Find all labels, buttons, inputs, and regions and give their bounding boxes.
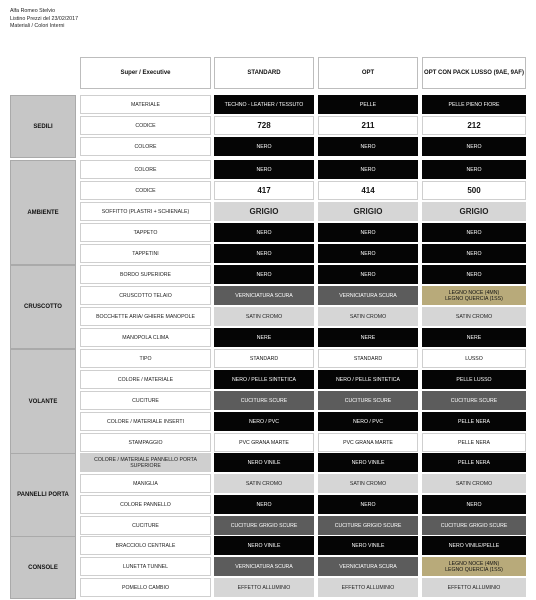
value-opt: NERE <box>318 328 418 347</box>
attribute-label: CODICE <box>80 181 211 200</box>
value-opt-pack-lusso: CUCITURE SCURE <box>422 391 526 410</box>
attribute-label: CUCITURE <box>80 391 211 410</box>
value-opt-pack-lusso: CUCITURE GRIGIO SCURE <box>422 516 526 535</box>
value-opt: NERO <box>318 223 418 242</box>
table-row <box>76 370 526 389</box>
value-standard: VERNICIATURA SCURA <box>214 286 314 305</box>
column-header-opt-pack-lusso: OPT CON PACK LUSSO (9AE, 9AF) <box>422 57 526 89</box>
table-row <box>76 536 526 555</box>
attribute-label: CODICE <box>80 116 211 135</box>
value-opt: STANDARD <box>318 349 418 368</box>
table-row <box>76 244 526 263</box>
value-opt: PVC GRANA MARTE <box>318 433 418 452</box>
value-opt: NERO VINILE <box>318 536 418 555</box>
value-standard: NERO <box>214 223 314 242</box>
attribute-label: COLORE / MATERIALE INSERTI <box>80 412 211 431</box>
value-standard: NERO / PELLE SINTETICA <box>214 370 314 389</box>
table-row <box>76 137 526 156</box>
value-opt-pack-lusso: NERO <box>422 223 526 242</box>
brand-line: Alfa Romeo Stelvio <box>10 8 56 14</box>
value-opt-pack-lusso: NERO <box>422 160 526 179</box>
value-standard: STANDARD <box>214 349 314 368</box>
value-standard: CUCITURE GRIGIO SCURE <box>214 516 314 535</box>
value-opt-pack-lusso: PELLE NERA <box>422 412 526 431</box>
value-opt-pack-lusso: LEGNO NOCE (4MN) LEGNO QUERCIA (1SS) <box>422 557 526 576</box>
value-opt: 211 <box>318 116 418 135</box>
value-opt: NERO / PELLE SINTETICA <box>318 370 418 389</box>
value-opt: NERO / PVC <box>318 412 418 431</box>
attribute-label: BRACCIOLO CENTRALE <box>80 536 211 555</box>
value-opt-pack-lusso: NERE <box>422 328 526 347</box>
section-sedili <box>10 95 526 158</box>
column-header-opt: OPT <box>318 57 418 89</box>
attribute-label: TAPPETINI <box>80 244 211 263</box>
value-standard: NERO VINILE <box>214 536 314 555</box>
value-opt-pack-lusso: SATIN CROMO <box>422 307 526 326</box>
price-list-line: Listino Prezzi del 23/02/2017 <box>10 15 79 22</box>
section-label: CONSOLE <box>10 536 76 599</box>
value-opt: NERO <box>318 137 418 156</box>
value-opt-pack-lusso: PELLE NERA <box>422 433 526 452</box>
attribute-label: POMELLO CAMBIO <box>80 578 211 597</box>
attribute-label: CUCITURE <box>80 516 211 535</box>
table-row <box>76 328 526 347</box>
value-opt-pack-lusso: EFFETTO ALLUMINIO <box>422 578 526 597</box>
table-row <box>76 433 526 452</box>
subtitle-line: Materiali / Colori Interni <box>10 23 65 30</box>
table-row <box>76 160 526 179</box>
value-opt-pack-lusso: SATIN CROMO <box>422 474 526 493</box>
value-standard: CUCITURE SCURE <box>214 391 314 410</box>
section-ambiente <box>10 160 526 265</box>
document-header <box>10 8 78 31</box>
attribute-label: COLORE / MATERIALE PANNELLO PORTA SUPERIORE <box>80 453 211 472</box>
value-standard: NERO <box>214 160 314 179</box>
table-row <box>76 557 526 576</box>
value-opt: SATIN CROMO <box>318 307 418 326</box>
table-row <box>76 453 526 472</box>
value-opt-pack-lusso: NERO VINILE/PELLE <box>422 536 526 555</box>
section-label: AMBIENTE <box>10 160 76 265</box>
table-row <box>76 349 526 368</box>
column-header-standard: STANDARD <box>214 57 314 89</box>
value-opt-pack-lusso: 212 <box>422 116 526 135</box>
attribute-label: BOCCHETTE ARIA/ GHIERE MANOPOLE <box>80 307 211 326</box>
value-opt: NERO <box>318 160 418 179</box>
value-standard: PVC GRANA MARTE <box>214 433 314 452</box>
value-standard: NERO / PVC <box>214 412 314 431</box>
value-opt: VERNICIATURA SCURA <box>318 557 418 576</box>
table-row <box>76 391 526 410</box>
value-opt-pack-lusso: LUSSO <box>422 349 526 368</box>
value-standard: TECHNO - LEATHER / TESSUTO <box>214 95 314 114</box>
value-opt: CUCITURE GRIGIO SCURE <box>318 516 418 535</box>
table-row <box>76 116 526 135</box>
value-opt: GRIGIO <box>318 202 418 221</box>
section-cruscotto <box>10 265 526 349</box>
value-standard: VERNICIATURA SCURA <box>214 557 314 576</box>
attribute-label: TIPO <box>80 349 211 368</box>
attribute-label: TAPPETO <box>80 223 211 242</box>
attribute-label: COLORE <box>80 160 211 179</box>
attribute-label: LUNETTA TUNNEL <box>80 557 211 576</box>
column-header-trim: Super / Executive <box>80 57 211 89</box>
section-pannelli-porta <box>10 453 526 537</box>
value-opt: NERO VINILE <box>318 453 418 472</box>
section-label: SEDILI <box>10 95 76 158</box>
value-opt: EFFETTO ALLUMINIO <box>318 578 418 597</box>
table-row <box>76 495 526 514</box>
section-console <box>10 536 526 599</box>
value-opt-pack-lusso: NERO <box>422 244 526 263</box>
value-standard: SATIN CROMO <box>214 307 314 326</box>
value-opt-pack-lusso: LEGNO NOCE (4MN) LEGNO QUERCIA (1SS) <box>422 286 526 305</box>
value-opt: 414 <box>318 181 418 200</box>
table-row <box>76 286 526 305</box>
attribute-label: COLORE / MATERIALE <box>80 370 211 389</box>
attribute-label: COLORE <box>80 137 211 156</box>
value-opt: VERNICIATURA SCURA <box>318 286 418 305</box>
value-standard: SATIN CROMO <box>214 474 314 493</box>
value-standard: GRIGIO <box>214 202 314 221</box>
value-opt-pack-lusso: GRIGIO <box>422 202 526 221</box>
table-row <box>76 181 526 200</box>
value-standard: NERE <box>214 328 314 347</box>
table-row <box>76 202 526 221</box>
attribute-label: SOFFITTO (PLASTRI + SCHIENALE) <box>80 202 211 221</box>
table-row <box>76 516 526 535</box>
table-row <box>76 223 526 242</box>
table-row <box>76 474 526 493</box>
section-label: PANNELLI PORTA <box>10 453 76 537</box>
table-row <box>76 578 526 597</box>
value-standard: NERO <box>214 265 314 284</box>
attribute-label: MANIGLIA <box>80 474 211 493</box>
table-row <box>76 95 526 114</box>
section-volante <box>10 349 526 454</box>
value-standard: EFFETTO ALLUMINIO <box>214 578 314 597</box>
attribute-label: CRUSCOTTO TELAIO <box>80 286 211 305</box>
value-opt-pack-lusso: PELLE LUSSO <box>422 370 526 389</box>
value-opt: NERO <box>318 244 418 263</box>
table-row <box>76 307 526 326</box>
section-label: CRUSCOTTO <box>10 265 76 349</box>
section-label: VOLANTE <box>10 349 76 454</box>
value-opt-pack-lusso: 500 <box>422 181 526 200</box>
value-opt-pack-lusso: NERO <box>422 137 526 156</box>
value-standard: NERO <box>214 495 314 514</box>
value-standard: 728 <box>214 116 314 135</box>
attribute-label: MANOPOLA CLIMA <box>80 328 211 347</box>
attribute-label: STAMPAGGIO <box>80 433 211 452</box>
value-opt: SATIN CROMO <box>318 474 418 493</box>
attribute-label: BORDO SUPERIORE <box>80 265 211 284</box>
value-standard: NERO <box>214 137 314 156</box>
value-opt: NERO <box>318 495 418 514</box>
value-opt-pack-lusso: PELLE PIENO FIORE <box>422 95 526 114</box>
attribute-label: COLORE PANNELLO <box>80 495 211 514</box>
table-row <box>76 265 526 284</box>
value-opt: CUCITURE SCURE <box>318 391 418 410</box>
table-row <box>76 412 526 431</box>
value-opt: PELLE <box>318 95 418 114</box>
value-standard: NERO VINILE <box>214 453 314 472</box>
value-standard: NERO <box>214 244 314 263</box>
value-opt: NERO <box>318 265 418 284</box>
value-opt-pack-lusso: NERO <box>422 265 526 284</box>
value-opt-pack-lusso: NERO <box>422 495 526 514</box>
attribute-label: MATERIALE <box>80 95 211 114</box>
value-standard: 417 <box>214 181 314 200</box>
value-opt-pack-lusso: PELLE NERA <box>422 453 526 472</box>
